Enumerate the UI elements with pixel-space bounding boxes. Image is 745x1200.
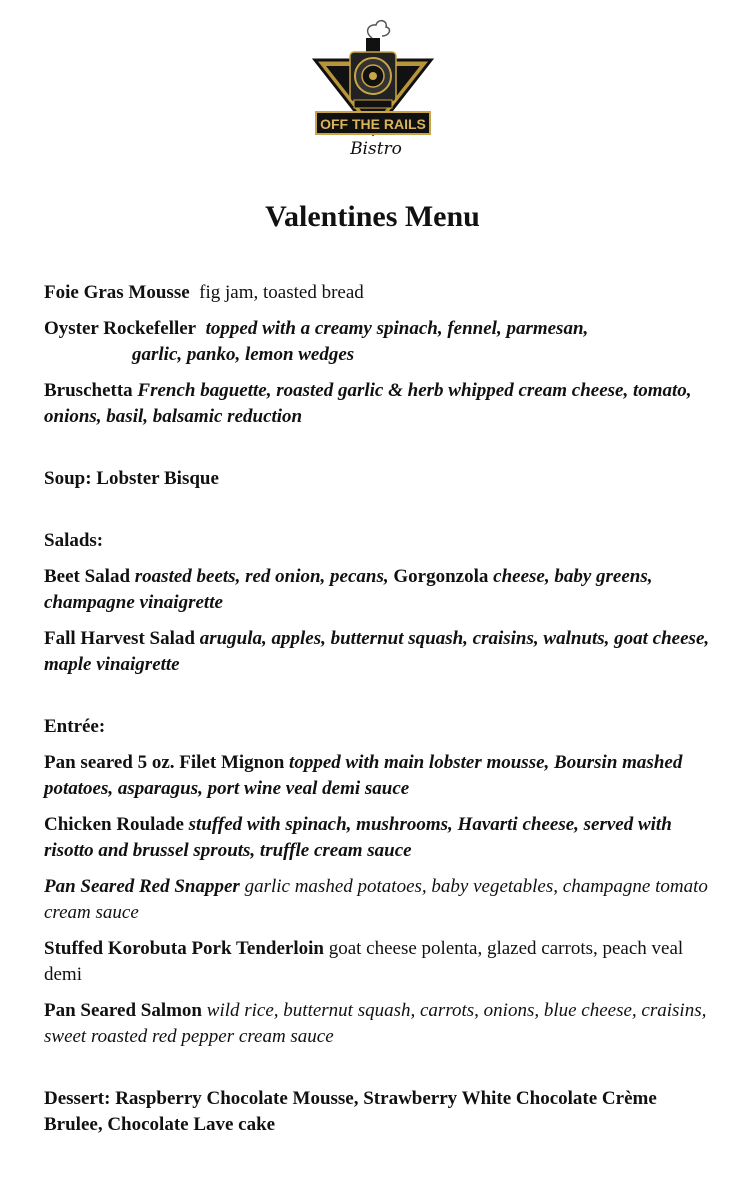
item-description: topped with main lobster mousse, Boursin mashed potatoes, asparagus, port wine veal demi sauce	[44, 752, 683, 799]
logo-text: OFF THE RAILS	[320, 116, 426, 132]
item-name: Beet Salad	[44, 566, 131, 587]
menu-item	[44, 936, 714, 988]
item-description: stuffed with spinach, mushrooms, Havarti cheese, served with risotto and brussel sprouts, truffle cream sauce	[44, 814, 672, 861]
item-description-cont: cheese, baby greens, champagne vinaigrette	[44, 566, 653, 613]
menu-item	[44, 812, 714, 864]
menu-body	[44, 280, 714, 1148]
menu-item	[44, 998, 714, 1050]
item-name: Pan Seared Red Snapper	[44, 876, 240, 897]
item-description: French baguette, roasted garlic & herb whipped cream cheese, tomato, onions, basil, balsamic reduction	[44, 380, 692, 427]
item-highlight: Gorgonzola	[393, 566, 489, 587]
item-description: wild rice, butternut squash, carrots, onions, blue cheese, craisins, sweet roasted red pepper cream sauce	[44, 1000, 707, 1047]
menu-item	[44, 316, 714, 368]
section-heading-salads: Salads:	[44, 530, 104, 551]
item-description: goat cheese polenta, glazed carrots, peach veal demi	[44, 938, 684, 985]
item-name: Foie Gras Mousse	[44, 282, 190, 303]
item-name: Stuffed Korobuta Pork Tenderloin	[44, 938, 324, 959]
item-description-cont: garlic, panko, lemon wedges	[132, 344, 355, 365]
menu-item	[44, 564, 714, 616]
item-description: garlic mashed potatoes, baby vegetables, champagne tomato cream sauce	[44, 876, 708, 923]
item-name: Oyster Rockefeller	[44, 318, 197, 339]
restaurant-logo	[312, 14, 434, 164]
soup-line: Soup: Lobster Bisque	[44, 468, 219, 489]
item-description: fig jam, toasted bread	[199, 282, 364, 303]
menu-item	[44, 874, 714, 926]
locomotive-icon	[350, 52, 396, 108]
section-heading-entree: Entrée:	[44, 716, 106, 737]
item-description: arugula, apples, butternut squash, craisins, walnuts, goat cheese, maple vinaigrette	[44, 628, 710, 675]
item-name: Fall Harvest Salad	[44, 628, 195, 649]
smoke-icon	[368, 21, 390, 38]
item-description: topped with a creamy spinach, fennel, parmesan,	[205, 318, 589, 339]
item-name: Pan seared 5 oz. Filet Mignon	[44, 752, 285, 773]
item-name: Bruschetta	[44, 380, 133, 401]
dessert-line: Dessert: Raspberry Chocolate Mousse, Strawberry White Chocolate Crème Brulee, Chocolate Lave cake	[44, 1088, 657, 1135]
menu-item	[44, 750, 714, 802]
item-name: Chicken Roulade	[44, 814, 184, 835]
item-name: Pan Seared Salmon	[44, 1000, 203, 1021]
menu-item	[44, 626, 714, 678]
item-description: roasted beets, red onion, pecans,	[134, 566, 389, 587]
menu-item	[44, 280, 714, 306]
smokestack-icon	[366, 38, 380, 52]
page-title: Valentines Menu	[265, 200, 480, 233]
menu-item	[44, 378, 714, 430]
logo-subtext: Bistro	[350, 139, 402, 159]
